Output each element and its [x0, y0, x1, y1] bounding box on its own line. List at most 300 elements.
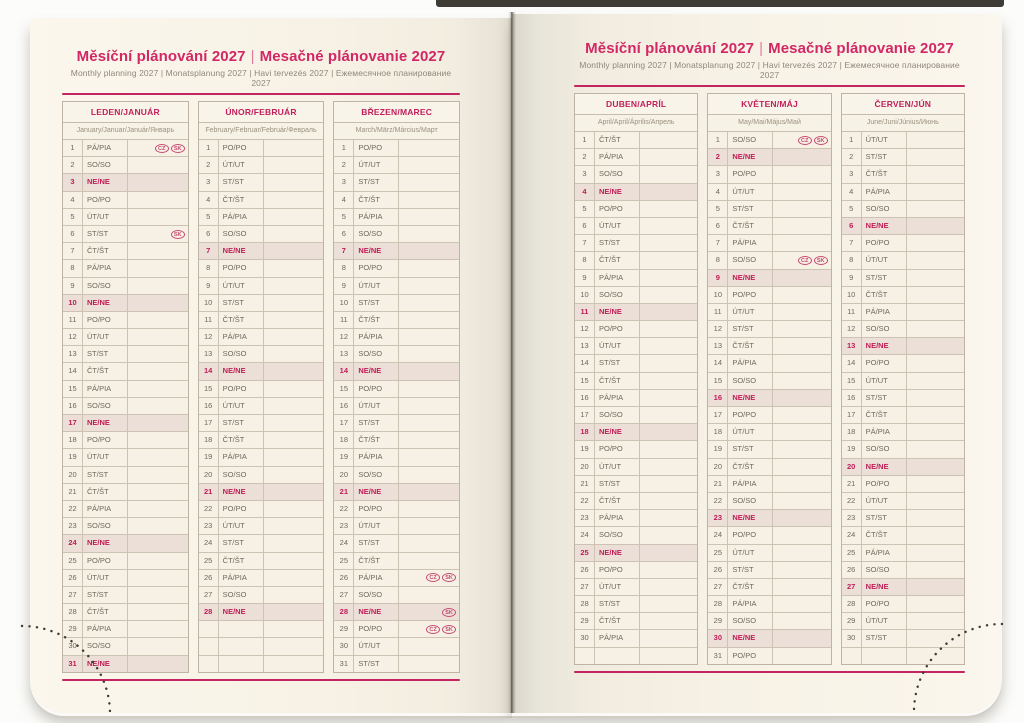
notes-cell: [773, 562, 830, 578]
day-row: [199, 312, 324, 329]
notes-cell: [773, 201, 830, 217]
day-row: [575, 596, 697, 613]
cz-holiday-badge: CZ: [426, 625, 440, 634]
notes-cell: [264, 484, 324, 500]
day-row: [63, 467, 188, 484]
notes-cell: [907, 252, 964, 268]
notes-cell: [128, 570, 188, 586]
day-row: [708, 630, 830, 647]
day-row: [842, 407, 964, 424]
day-row: [63, 209, 188, 226]
notes-cell: [907, 132, 964, 148]
day-number: 4: [199, 192, 219, 208]
day-number: 26: [575, 562, 595, 578]
day-row: [63, 535, 188, 552]
day-number: 1: [708, 132, 728, 148]
day-row: [708, 287, 830, 304]
notes-cell: [264, 553, 324, 569]
page-title: [62, 48, 460, 65]
day-number: 16: [708, 390, 728, 406]
day-number: 21: [199, 484, 219, 500]
notes-cell: [264, 140, 324, 156]
day-number: 29: [842, 613, 862, 629]
day-row: [63, 192, 188, 209]
notes-cell: [773, 476, 830, 492]
day-row: [575, 321, 697, 338]
day-abbrev: NE/NE: [862, 459, 907, 475]
notes-cell: [264, 467, 324, 483]
day-number: 14: [199, 363, 219, 379]
day-abbrev: ÚT/UT: [862, 132, 907, 148]
day-abbrev: PÁ/PIA: [83, 501, 128, 517]
day-number: 4: [63, 192, 83, 208]
notes-cell: [907, 390, 964, 406]
month-table: [841, 93, 965, 665]
spine-gutter: [508, 12, 516, 713]
day-abbrev: SO/SO: [728, 613, 773, 629]
day-row: [575, 390, 697, 407]
day-abbrev: ÚT/UT: [354, 518, 399, 534]
day-number: 18: [334, 432, 354, 448]
sk-holiday-badge: SK: [814, 256, 828, 265]
day-row: [334, 535, 459, 552]
day-row: [63, 518, 188, 535]
day-row: [334, 501, 459, 518]
day-abbrev: PÁ/PIA: [862, 304, 907, 320]
notes-cell: [907, 527, 964, 543]
notes-cell: [640, 373, 697, 389]
day-abbrev: ČT/ŠT: [728, 579, 773, 595]
day-number: 24: [575, 527, 595, 543]
notes-cell: [640, 493, 697, 509]
notes-cell: [128, 621, 188, 637]
notes-cell: [773, 321, 830, 337]
day-number: 6: [199, 226, 219, 242]
notes-cell: [399, 398, 459, 414]
day-number: 12: [842, 321, 862, 337]
day-number: 16: [63, 398, 83, 414]
day-abbrev: PO/PO: [728, 648, 773, 664]
day-row: [63, 329, 188, 346]
day-abbrev: PÁ/PIA: [219, 570, 264, 586]
day-abbrev: SO/SO: [728, 252, 773, 268]
day-row: [334, 329, 459, 346]
day-number: 26: [63, 570, 83, 586]
day-abbrev: ST/ST: [728, 321, 773, 337]
day-row: [334, 518, 459, 535]
day-abbrev: PO/PO: [83, 432, 128, 448]
day-number: 30: [708, 630, 728, 646]
month-languages: January/Januar/Január/Январь: [63, 123, 188, 140]
day-abbrev: PÁ/PIA: [219, 329, 264, 345]
day-number: 17: [334, 415, 354, 431]
day-number: 19: [708, 441, 728, 457]
day-number: [842, 648, 862, 664]
day-abbrev: PÁ/PIA: [862, 424, 907, 440]
day-abbrev: PÁ/PIA: [354, 329, 399, 345]
day-row: [575, 630, 697, 647]
left-title-block: [62, 48, 460, 88]
day-number: 14: [575, 355, 595, 371]
day-row: [334, 192, 459, 209]
day-number: 5: [334, 209, 354, 225]
day-number: 20: [199, 467, 219, 483]
day-row: [842, 527, 964, 544]
day-row: [842, 355, 964, 372]
notes-cell: [128, 295, 188, 311]
day-abbrev: PO/PO: [83, 312, 128, 328]
notes-cell: [640, 149, 697, 165]
day-row: [63, 484, 188, 501]
day-number: 14: [63, 363, 83, 379]
day-number: 3: [575, 166, 595, 182]
day-number: 23: [842, 510, 862, 526]
day-abbrev: PÁ/PIA: [595, 270, 640, 286]
day-row: [575, 132, 697, 149]
day-row: [575, 184, 697, 201]
day-row: [842, 201, 964, 218]
day-row: [575, 527, 697, 544]
day-row: [334, 243, 459, 260]
day-number: 7: [708, 235, 728, 251]
day-abbrev: NE/NE: [354, 484, 399, 500]
day-abbrev: ST/ST: [219, 535, 264, 551]
day-row: [199, 260, 324, 277]
day-abbrev: ČT/ŠT: [83, 243, 128, 259]
day-row: [199, 243, 324, 260]
notes-cell: [640, 287, 697, 303]
day-number: 13: [63, 346, 83, 362]
day-abbrev: ÚT/UT: [728, 184, 773, 200]
day-row: [334, 140, 459, 157]
day-number: 25: [842, 545, 862, 561]
month-table: [707, 93, 831, 665]
day-row: [842, 304, 964, 321]
month-name: BŘEZEN/MAREC: [334, 102, 459, 123]
day-abbrev: PO/PO: [83, 553, 128, 569]
notes-cell: [907, 562, 964, 578]
months-row: [574, 93, 965, 665]
notes-cell: [640, 527, 697, 543]
day-row: [842, 441, 964, 458]
day-row: [334, 449, 459, 466]
day-number: 1: [199, 140, 219, 156]
day-abbrev: NE/NE: [219, 604, 264, 620]
day-row: [842, 321, 964, 338]
notes-cell: [773, 252, 830, 268]
day-abbrev: PO/PO: [83, 192, 128, 208]
month-table: [62, 101, 189, 673]
page-title: [574, 40, 965, 57]
title-separator: |: [250, 48, 255, 65]
notes-cell: [399, 157, 459, 173]
notes-cell: [128, 278, 188, 294]
day-number: 6: [708, 218, 728, 234]
day-number: 1: [334, 140, 354, 156]
notes-cell: [128, 329, 188, 345]
notes-cell: [907, 545, 964, 561]
day-abbrev: ST/ST: [354, 415, 399, 431]
day-abbrev: PO/PO: [219, 140, 264, 156]
day-abbrev: SO/SO: [728, 132, 773, 148]
day-abbrev: PÁ/PIA: [595, 149, 640, 165]
day-number: 27: [575, 579, 595, 595]
day-number: 28: [575, 596, 595, 612]
day-number: 11: [63, 312, 83, 328]
day-abbrev: PO/PO: [354, 381, 399, 397]
day-row: [63, 140, 188, 157]
day-row: [575, 493, 697, 510]
month-table: [574, 93, 698, 665]
day-abbrev: SO/SO: [595, 287, 640, 303]
notes-cell: [128, 140, 188, 156]
day-row: [842, 338, 964, 355]
day-abbrev: SO/SO: [595, 527, 640, 543]
day-number: 18: [575, 424, 595, 440]
day-abbrev: SO/SO: [728, 493, 773, 509]
month-languages: June/Juni/Június/Июнь: [842, 115, 964, 132]
day-number: 19: [63, 449, 83, 465]
notes-cell: [773, 149, 830, 165]
day-row: [842, 184, 964, 201]
day-number: 9: [842, 270, 862, 286]
sk-holiday-badge: SK: [171, 230, 185, 239]
day-abbrev: PÁ/PIA: [595, 390, 640, 406]
sk-holiday-badge: SK: [442, 573, 456, 582]
notes-cell: [640, 613, 697, 629]
day-abbrev: NE/NE: [728, 270, 773, 286]
left-page-content: [30, 18, 512, 713]
day-abbrev: PÁ/PIA: [219, 449, 264, 465]
day-number: 24: [199, 535, 219, 551]
day-abbrev: ÚT/UT: [83, 209, 128, 225]
month-languages: March/März/Március/Март: [334, 123, 459, 140]
notes-cell: [128, 174, 188, 190]
day-row: [708, 184, 830, 201]
day-row: [334, 209, 459, 226]
day-abbrev: PO/PO: [354, 621, 399, 637]
day-number: 20: [575, 459, 595, 475]
day-row: [199, 432, 324, 449]
notes-cell: [640, 441, 697, 457]
day-row: [334, 363, 459, 380]
notes-cell: [907, 321, 964, 337]
day-abbrev: PÁ/PIA: [354, 209, 399, 225]
day-number: 3: [334, 174, 354, 190]
day-number: 19: [575, 441, 595, 457]
notes-cell: [399, 174, 459, 190]
day-abbrev: ÚT/UT: [595, 338, 640, 354]
day-abbrev: PÁ/PIA: [728, 596, 773, 612]
day-row: [199, 174, 324, 191]
day-number: 19: [334, 449, 354, 465]
day-number: 26: [334, 570, 354, 586]
day-row: [842, 424, 964, 441]
notes-cell: [907, 373, 964, 389]
day-abbrev: [595, 648, 640, 664]
notes-cell: [264, 587, 324, 603]
day-row: [708, 355, 830, 372]
day-abbrev: [219, 638, 264, 654]
notes-cell: [640, 562, 697, 578]
day-abbrev: PO/PO: [862, 596, 907, 612]
day-abbrev: ČT/ŠT: [83, 604, 128, 620]
day-abbrev: SO/SO: [219, 587, 264, 603]
day-number: 28: [842, 596, 862, 612]
day-abbrev: PÁ/PIA: [354, 570, 399, 586]
day-number: 23: [575, 510, 595, 526]
notes-cell: [264, 570, 324, 586]
notes-cell: [264, 226, 324, 242]
notes-cell: [773, 304, 830, 320]
day-abbrev: ČT/ŠT: [862, 166, 907, 182]
day-row: [842, 562, 964, 579]
day-row: [575, 149, 697, 166]
month-languages: February/Februar/Február/Февраль: [199, 123, 324, 140]
month-name: KVĚTEN/MÁJ: [708, 94, 830, 115]
day-number: 3: [842, 166, 862, 182]
notes-cell: [264, 260, 324, 276]
day-number: 5: [63, 209, 83, 225]
notes-cell: [773, 287, 830, 303]
day-row: [199, 346, 324, 363]
day-row: [842, 252, 964, 269]
notes-cell: [399, 570, 459, 586]
notes-cell: [399, 209, 459, 225]
notes-cell: [907, 338, 964, 354]
notes-cell: [907, 166, 964, 182]
day-abbrev: PO/PO: [862, 355, 907, 371]
day-abbrev: ST/ST: [862, 270, 907, 286]
day-number: 9: [708, 270, 728, 286]
day-abbrev: [219, 621, 264, 637]
notes-cell: [264, 278, 324, 294]
notes-cell: [128, 638, 188, 654]
day-row: [708, 373, 830, 390]
day-abbrev: ČT/ŠT: [595, 252, 640, 268]
day-abbrev: NE/NE: [595, 184, 640, 200]
day-abbrev: NE/NE: [83, 656, 128, 672]
day-abbrev: ST/ST: [595, 355, 640, 371]
day-number: 15: [575, 373, 595, 389]
day-number: 9: [575, 270, 595, 286]
day-abbrev: ČT/ŠT: [354, 312, 399, 328]
day-abbrev: SO/SO: [354, 587, 399, 603]
day-number: 13: [334, 346, 354, 362]
day-row: [199, 278, 324, 295]
day-abbrev: SO/SO: [219, 467, 264, 483]
day-abbrev: ÚT/UT: [83, 449, 128, 465]
notes-cell: [640, 545, 697, 561]
day-row: [199, 501, 324, 518]
day-row: [842, 132, 964, 149]
page-title-czech: Měsíční plánování 2027: [585, 40, 755, 57]
page-subtitle: Monthly planning 2027 | Monatsplanung 2027 | Havi tervezés 2027 | Ежемесячное планирование 2027: [579, 60, 960, 80]
notes-cell: [907, 407, 964, 423]
day-row: [63, 260, 188, 277]
day-number: 29: [708, 613, 728, 629]
day-number: 25: [334, 553, 354, 569]
notes-cell: [399, 484, 459, 500]
month-table: [198, 101, 325, 673]
top-divider-rule: [574, 85, 965, 87]
day-abbrev: SO/SO: [354, 226, 399, 242]
notes-cell: [773, 545, 830, 561]
day-abbrev: NE/NE: [862, 218, 907, 234]
day-number: 23: [334, 518, 354, 534]
day-row: [842, 287, 964, 304]
day-abbrev: ČT/ŠT: [83, 363, 128, 379]
day-row: [575, 373, 697, 390]
month-name: ÚNOR/FEBRUÁR: [199, 102, 324, 123]
day-number: 23: [708, 510, 728, 526]
notes-cell: [907, 201, 964, 217]
notes-cell: [399, 604, 459, 620]
left-page: [30, 18, 512, 713]
day-abbrev: NE/NE: [219, 484, 264, 500]
day-number: 29: [575, 613, 595, 629]
day-number: 27: [334, 587, 354, 603]
day-number: 17: [199, 415, 219, 431]
day-row: [199, 656, 324, 672]
day-abbrev: SO/SO: [862, 562, 907, 578]
day-abbrev: PÁ/PIA: [728, 235, 773, 251]
day-abbrev: NE/NE: [728, 149, 773, 165]
day-number: 26: [199, 570, 219, 586]
notes-cell: [640, 184, 697, 200]
notes-cell: [128, 260, 188, 276]
day-row: [199, 192, 324, 209]
day-abbrev: NE/NE: [219, 363, 264, 379]
day-abbrev: [219, 656, 264, 672]
day-number: 10: [199, 295, 219, 311]
day-row: [334, 226, 459, 243]
day-number: 24: [334, 535, 354, 551]
day-abbrev: ÚT/UT: [728, 304, 773, 320]
notes-cell: [128, 449, 188, 465]
notes-cell: [399, 312, 459, 328]
notes-cell: [399, 140, 459, 156]
notes-cell: [640, 166, 697, 182]
day-abbrev: NE/NE: [728, 390, 773, 406]
month-languages: April/April/Április/Апрель: [575, 115, 697, 132]
day-number: 3: [199, 174, 219, 190]
day-abbrev: ÚT/UT: [354, 638, 399, 654]
day-number: [199, 621, 219, 637]
page-title-slovak: Mesačné plánovanie 2027: [259, 48, 446, 65]
day-abbrev: PÁ/PIA: [83, 621, 128, 637]
day-number: 8: [199, 260, 219, 276]
day-abbrev: SO/SO: [862, 201, 907, 217]
day-row: [63, 398, 188, 415]
day-row: [199, 329, 324, 346]
day-number: 9: [63, 278, 83, 294]
sk-holiday-badge: SK: [442, 608, 456, 617]
day-abbrev: NE/NE: [862, 579, 907, 595]
notes-cell: [128, 157, 188, 173]
day-number: 19: [842, 441, 862, 457]
day-abbrev: PO/PO: [354, 260, 399, 276]
day-row: [334, 621, 459, 638]
day-number: 22: [842, 493, 862, 509]
day-row: [575, 441, 697, 458]
day-row: [334, 432, 459, 449]
day-number: 17: [708, 407, 728, 423]
day-abbrev: ÚT/UT: [728, 545, 773, 561]
day-number: 16: [334, 398, 354, 414]
day-row: [575, 338, 697, 355]
notes-cell: [399, 226, 459, 242]
